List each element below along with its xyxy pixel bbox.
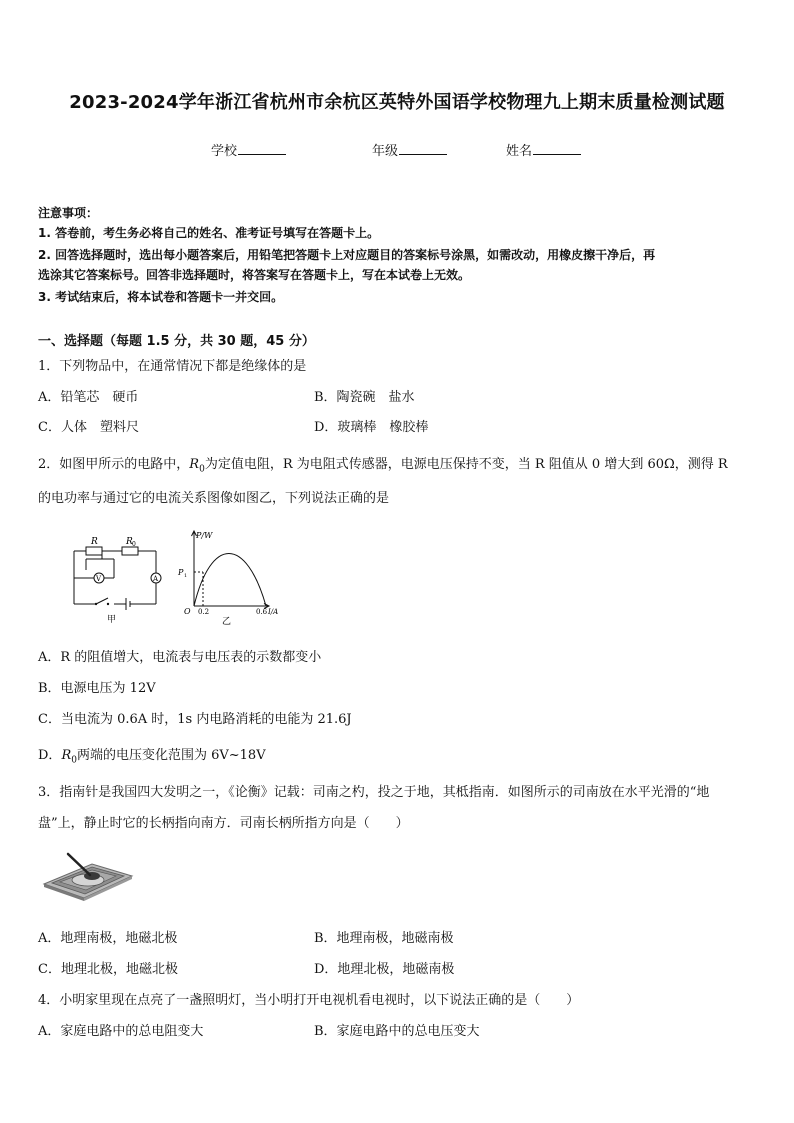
name-blank	[533, 142, 581, 155]
q1-stem: 1．下列物品中，在通常情况下都是绝缘体的是	[38, 359, 307, 374]
q1-option-b: B．陶瓷碗 盐水	[314, 390, 415, 405]
graph-origin: O	[184, 607, 191, 616]
voltmeter-label: V	[96, 575, 102, 583]
name-label: 姓名	[506, 144, 533, 159]
q2-stem-1a: 2．如图甲所示的电路中，	[38, 457, 190, 472]
page-title: 2023-2024学年浙江省杭州市余杭区英特外国语学校物理九上期末质量检测试题	[69, 92, 725, 113]
q2-option-d-sub: 0	[71, 755, 77, 766]
q2-option-d-text: 两端的电压变化范围为 6V~18V	[76, 748, 266, 763]
school-label: 学校	[211, 144, 238, 159]
q1-option-c: C．人体 塑料尺	[38, 420, 139, 435]
circuit-diagram	[66, 528, 166, 628]
circuit-r-label: R	[91, 537, 98, 547]
grade-field	[372, 140, 447, 159]
q3-stem-1: 3．指南针是我国四大发明之一，《论衡》记载：司南之杓，投之于地，其柢指南．如图所示的司南放在水平光滑的“地	[38, 785, 710, 800]
q2-stem-2: 的电功率与通过它的电流关系图像如图乙，下列说法正确的是	[38, 491, 390, 506]
graph-x-unit: I/A	[268, 608, 279, 616]
notes-heading: 注意事项：	[38, 206, 99, 220]
q4-option-b: B．家庭电路中的总电压变大	[314, 1024, 480, 1039]
power-current-graph	[176, 526, 286, 628]
q2-stem-1	[38, 453, 728, 475]
circuit-r0-sub: 0	[132, 541, 136, 548]
q2-option-b: B．电源电压为 12V	[38, 681, 156, 696]
grade-blank	[399, 142, 447, 155]
graph-x-tick-2: 0.6	[256, 608, 268, 616]
q3-stem-2: 盘”上，静止时它的长柄指向南方．司南长柄所指方向是（ ）	[38, 816, 409, 831]
graph-p1-sub: 1	[184, 573, 188, 579]
q2-r0: R	[189, 457, 200, 472]
q3-option-a: A．地理南极，地磁北极	[38, 931, 178, 946]
ammeter-label: A	[153, 575, 159, 583]
q1-option-d: D．玻璃棒 橡胶棒	[314, 420, 429, 435]
school-blank	[238, 142, 286, 155]
q2-option-d-prefix: D．	[38, 748, 62, 763]
graph-x-tick-1: 0.2	[198, 608, 210, 616]
q2-option-d	[38, 744, 266, 766]
q2-option-a: A．R 的阻值增大，电流表与电压表的示数都变小	[38, 650, 322, 665]
section-heading: 一、选择题（每题 1.5 分，共 30 题，45 分）	[38, 334, 315, 349]
name-field	[506, 140, 581, 159]
note-3: 3. 考试结束后，将本试卷和答题卡一并交回。	[38, 290, 284, 304]
note-2a: 2. 回答选择题时，选出每小题答案后，用铅笔把答题卡上对应题目的答案标号涂黑，如需改动，用橡皮擦干净后，再	[38, 248, 656, 262]
q2-option-c: C．当电流为 0.6A 时，1s 内电路消耗的电能为 21.6J	[38, 712, 352, 727]
note-2b: 选涂其它答案标号。回答非选择题时，将答案写在答题卡上，写在本试卷上无效。	[38, 268, 471, 282]
q2-r0-sub: 0	[199, 464, 205, 475]
q2-stem-1b: 为定值电阻，R 为电阻式传感器，电源电压保持不变，当 R 阻值从 0 增大到 60Ω，测得 R	[204, 457, 728, 472]
sinan-compass-image	[40, 846, 136, 902]
note-1: 1. 答卷前，考生务必将自己的姓名、准考证号填写在答题卡上。	[38, 226, 380, 240]
q2-option-d-r: R	[61, 748, 72, 763]
q3-option-c: C．地理北极，地磁北极	[38, 962, 178, 977]
school-field	[211, 140, 286, 159]
q4-option-a: A．家庭电路中的总电阻变大	[38, 1024, 204, 1039]
graph-y-label: P/W	[196, 531, 213, 540]
figure-jia-label: 甲	[107, 615, 117, 625]
q3-option-b: B．地理南极，地磁南极	[314, 931, 454, 946]
circuit-r0-label: R	[126, 537, 133, 547]
q3-option-d: D．地理北极，地磁南极	[314, 962, 455, 977]
grade-label: 年级	[372, 144, 399, 159]
q1-option-a: A．铅笔芯 硬币	[38, 390, 139, 405]
figure-yi-label: 乙	[222, 617, 232, 627]
graph-p1-label: P	[178, 568, 184, 577]
q4-stem: 4．小明家里现在点亮了一盏照明灯，当小明打开电视机看电视时，以下说法正确的是（ ）	[38, 993, 580, 1008]
